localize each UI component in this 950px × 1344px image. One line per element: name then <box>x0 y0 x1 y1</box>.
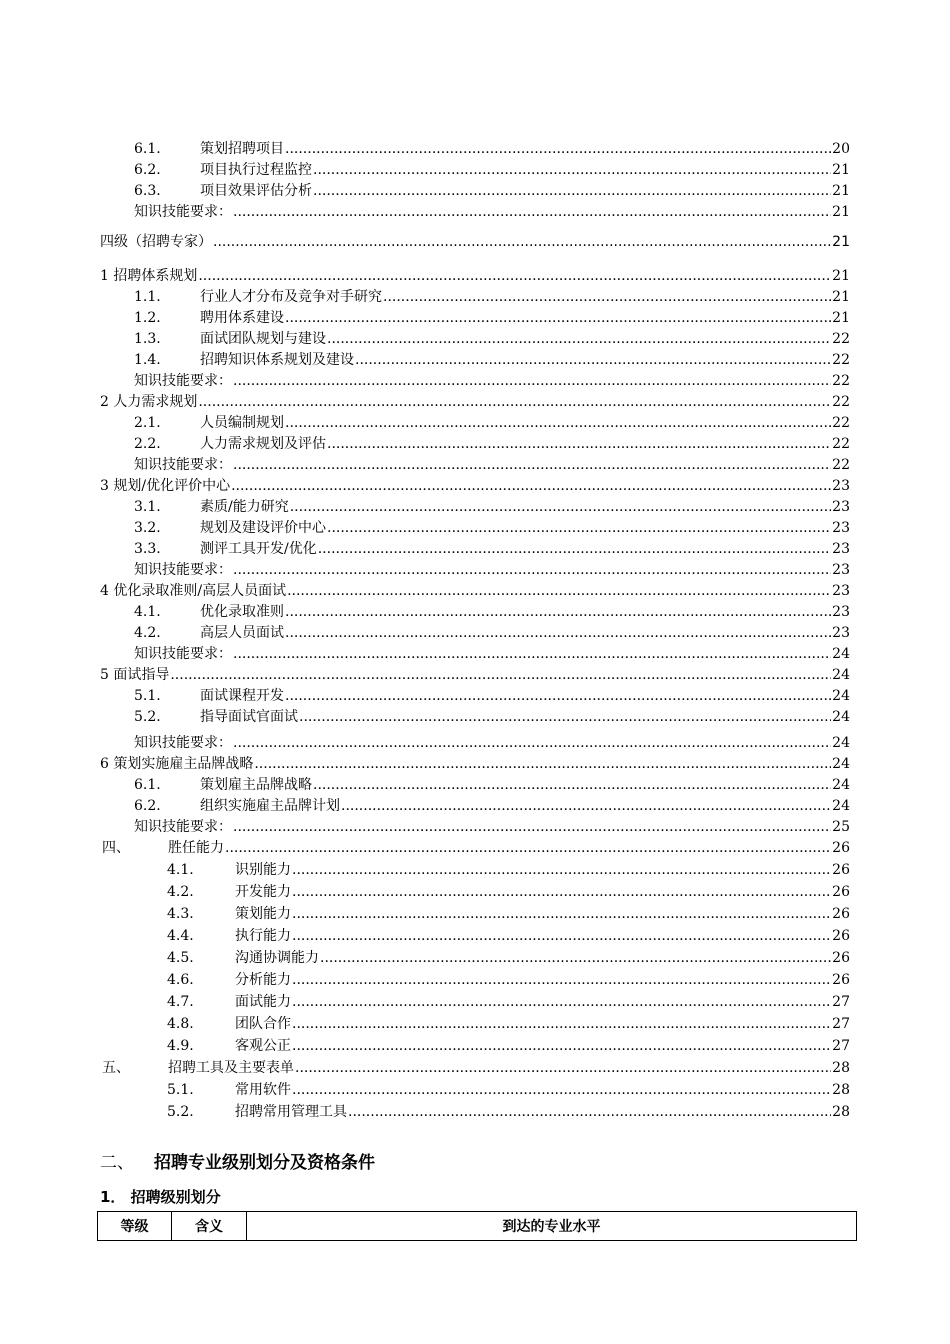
toc-page-number: 26 <box>832 884 850 900</box>
toc-title: 人员编制规划 <box>200 415 284 431</box>
toc-title: 聘用体系建设 <box>200 310 284 326</box>
toc-title: 知识技能要求： <box>134 204 232 220</box>
toc-title: 测评工具开发/优化 <box>200 541 317 557</box>
toc-title: 策划能力 <box>235 906 291 922</box>
toc-page-number: 28 <box>832 1060 850 1076</box>
toc-number: 6.3. <box>134 183 161 199</box>
toc-leader-dots <box>292 1036 831 1057</box>
toc-entry[interactable] <box>100 476 850 497</box>
toc-entry[interactable] <box>100 1036 850 1057</box>
toc-title: 人力需求规划及评估 <box>200 436 326 452</box>
toc-page-number: 27 <box>832 994 850 1010</box>
section-heading <box>100 1148 375 1173</box>
toc-leader-dots <box>348 1102 831 1123</box>
toc-entry[interactable] <box>100 733 850 754</box>
toc-page-number: 24 <box>832 667 850 683</box>
toc-title: 行业人才分布及竞争对手研究 <box>200 289 382 305</box>
toc-leader-dots <box>285 686 831 707</box>
toc-title: 知识技能要求： <box>134 819 232 835</box>
toc-title: 4 优化录取准则/高层人员面试 <box>100 583 287 599</box>
toc-title: 优化录取准则 <box>200 604 284 620</box>
toc-entry[interactable] <box>100 796 850 817</box>
toc-number: 1.4. <box>134 352 161 368</box>
toc-entry[interactable] <box>100 413 850 434</box>
toc-page-number: 27 <box>832 1038 850 1054</box>
toc-leader-dots <box>254 754 831 775</box>
toc-entry[interactable] <box>100 1014 850 1035</box>
table-header-row <box>98 1212 857 1241</box>
table-header-cell: 等级 <box>98 1212 172 1241</box>
toc-entry[interactable] <box>100 882 850 903</box>
toc-title: 面试能力 <box>235 994 291 1010</box>
toc-title: 项目执行过程监控 <box>200 162 312 178</box>
toc-entry[interactable] <box>100 623 850 644</box>
toc-title: 知识技能要求： <box>134 457 232 473</box>
toc-leader-dots <box>318 539 831 560</box>
toc-page-number: 21 <box>832 310 850 326</box>
toc-title: 知识技能要求： <box>134 562 232 578</box>
toc-title: 3 规划/优化评价中心 <box>100 478 231 494</box>
toc-entry[interactable] <box>100 371 850 392</box>
toc-title: 沟通协调能力 <box>235 950 319 966</box>
toc-page-number: 26 <box>832 862 850 878</box>
toc-page-number: 22 <box>832 373 850 389</box>
toc-entry[interactable] <box>100 139 850 160</box>
toc-leader-dots <box>287 581 831 602</box>
toc-entry[interactable] <box>100 904 850 925</box>
toc-leader-dots <box>170 665 831 686</box>
toc-title: 项目效果评估分析 <box>200 183 312 199</box>
toc-number: 4.2. <box>134 625 161 641</box>
toc-title: 面试课程开发 <box>200 688 284 704</box>
toc-number: 4.6. <box>167 972 194 988</box>
toc-entry[interactable] <box>100 926 850 947</box>
toc-page-number: 24 <box>832 646 850 662</box>
toc-number: 2.1. <box>134 415 161 431</box>
toc-entry[interactable] <box>100 817 850 838</box>
toc-title: 四级（招聘专家） <box>100 234 212 250</box>
toc-leader-dots <box>233 371 831 392</box>
toc-page-number: 24 <box>832 798 850 814</box>
toc-title: 客观公正 <box>235 1038 291 1054</box>
toc-page-number: 22 <box>832 352 850 368</box>
toc-leader-dots <box>313 775 831 796</box>
toc-entry[interactable] <box>100 581 850 602</box>
section-number: 二、 <box>100 1153 134 1173</box>
toc-page-number: 22 <box>832 457 850 473</box>
toc-page-number: 26 <box>832 840 850 856</box>
toc-page-number: 22 <box>832 436 850 452</box>
toc-number: 4.3. <box>167 906 194 922</box>
toc-entry[interactable] <box>100 838 850 859</box>
toc-page-number: 21 <box>832 162 850 178</box>
toc-entry-level[interactable] <box>100 232 850 253</box>
toc-leader-dots <box>198 392 831 413</box>
toc-page-number: 22 <box>832 415 850 431</box>
toc-entry[interactable] <box>100 665 850 686</box>
toc-entry[interactable] <box>100 287 850 308</box>
toc-title: 知识技能要求： <box>134 646 232 662</box>
toc-page-number: 22 <box>832 394 850 410</box>
toc-page-number: 27 <box>832 1016 850 1032</box>
toc-entry[interactable] <box>100 992 850 1013</box>
toc-page-number: 24 <box>832 756 850 772</box>
toc-number: 4.9. <box>167 1038 194 1054</box>
toc-number: 6.1. <box>134 777 161 793</box>
toc-entry[interactable] <box>100 160 850 181</box>
toc-entry[interactable] <box>100 392 850 413</box>
toc-leader-dots <box>341 796 831 817</box>
toc-title: 执行能力 <box>235 928 291 944</box>
toc-number: 1.1. <box>134 289 161 305</box>
toc-number: 6.1. <box>134 141 161 157</box>
toc-number: 4.4. <box>167 928 194 944</box>
toc-leader-dots <box>233 733 831 754</box>
toc-entry[interactable] <box>100 560 850 581</box>
toc-number: 6.2. <box>134 798 161 814</box>
toc-leader-dots <box>233 560 831 581</box>
toc-entry[interactable] <box>100 308 850 329</box>
toc-entry[interactable] <box>100 686 850 707</box>
toc-title: 分析能力 <box>235 972 291 988</box>
toc-page-number: 23 <box>832 562 850 578</box>
toc-leader-dots <box>285 413 831 434</box>
toc-page-number: 21 <box>832 268 850 284</box>
toc-page-number: 23 <box>832 520 850 536</box>
toc-title: 6 策划实施雇主品牌战略 <box>100 756 254 772</box>
toc-page-number: 26 <box>832 950 850 966</box>
toc-title: 组织实施雇主品牌计划 <box>200 798 340 814</box>
section-title: 招聘专业级别划分及资格条件 <box>154 1153 375 1173</box>
toc-leader-dots <box>327 329 831 350</box>
toc-title: 识别能力 <box>235 862 291 878</box>
toc-leader-dots <box>292 992 831 1013</box>
grade-table <box>97 1211 857 1241</box>
toc-leader-dots <box>327 434 831 455</box>
toc-leader-dots <box>292 882 831 903</box>
toc-title: 素质/能力研究 <box>200 499 289 515</box>
toc-leader-dots <box>327 518 831 539</box>
toc-title: 团队合作 <box>235 1016 291 1032</box>
toc-leader-dots <box>299 707 831 728</box>
toc-page-number: 28 <box>832 1104 850 1120</box>
toc-leader-dots <box>233 202 831 223</box>
toc-leader-dots <box>285 623 831 644</box>
toc-entry[interactable] <box>100 434 850 455</box>
toc-entry[interactable] <box>100 518 850 539</box>
toc-leader-dots <box>292 926 831 947</box>
toc-title: 常用软件 <box>235 1082 291 1098</box>
toc-leader-dots <box>383 287 831 308</box>
toc-title: 1 招聘体系规划 <box>100 268 198 284</box>
toc-leader-dots <box>213 232 831 253</box>
toc-number: 1.2. <box>134 310 161 326</box>
toc-leader-dots <box>355 350 831 371</box>
toc-entry[interactable] <box>100 1080 850 1101</box>
toc-leader-dots <box>292 904 831 925</box>
toc-leader-dots <box>320 948 831 969</box>
toc-number: 4.1. <box>134 604 161 620</box>
toc-entry[interactable] <box>100 350 850 371</box>
toc-entry[interactable] <box>100 266 850 287</box>
toc-number: 5.1. <box>134 688 161 704</box>
toc-title: 策划招聘项目 <box>200 141 284 157</box>
toc-leader-dots <box>292 1014 831 1035</box>
toc-entry[interactable] <box>100 202 850 223</box>
toc-title: 知识技能要求： <box>134 373 232 389</box>
toc-page-number: 23 <box>832 604 850 620</box>
toc-page-number: 23 <box>832 478 850 494</box>
toc-leader-dots <box>285 139 831 160</box>
toc-title: 面试团队规划与建设 <box>200 331 326 347</box>
toc-number: 4.7. <box>167 994 194 1010</box>
toc-leader-dots <box>292 860 831 881</box>
toc-leader-dots <box>233 644 831 665</box>
toc-leader-dots <box>292 1080 831 1101</box>
toc-entry[interactable] <box>100 497 850 518</box>
toc-number: 5.2. <box>167 1104 194 1120</box>
toc-leader-dots <box>285 602 831 623</box>
toc-number: 6.2. <box>134 162 161 178</box>
toc-page-number: 23 <box>832 625 850 641</box>
toc-title: 招聘工具及主要表单 <box>168 1060 294 1076</box>
toc-page-number: 28 <box>832 1082 850 1098</box>
table-header-cell: 含义 <box>172 1212 247 1241</box>
toc-page-number: 25 <box>832 819 850 835</box>
toc-title: 规划及建设评价中心 <box>200 520 326 536</box>
toc-leader-dots <box>295 1058 831 1079</box>
toc-entry[interactable] <box>100 644 850 665</box>
toc-page-number: 26 <box>832 928 850 944</box>
toc-entry[interactable] <box>100 1102 850 1123</box>
toc-number: 4.8. <box>167 1016 194 1032</box>
toc-page-number: 24 <box>832 688 850 704</box>
toc-title: 5 面试指导 <box>100 667 170 683</box>
toc-title: 2 人力需求规划 <box>100 394 198 410</box>
toc-page-number: 21 <box>832 234 850 250</box>
toc-leader-dots <box>198 266 831 287</box>
toc-number: 3.1. <box>134 499 161 515</box>
toc-page-number: 21 <box>832 289 850 305</box>
table-header-cell: 到达的专业水平 <box>247 1212 857 1241</box>
toc-number: 5.1. <box>167 1082 194 1098</box>
toc-number: 2.2. <box>134 436 161 452</box>
toc-entry[interactable] <box>100 329 850 350</box>
toc-title: 指导面试官面试 <box>200 709 298 725</box>
toc-number: 5.2. <box>134 709 161 725</box>
toc-entry[interactable] <box>100 181 850 202</box>
toc-leader-dots <box>233 817 831 838</box>
toc-page-number: 23 <box>832 541 850 557</box>
toc-entry[interactable] <box>100 970 850 991</box>
toc-page-number: 21 <box>832 183 850 199</box>
toc-title: 招聘知识体系规划及建设 <box>200 352 354 368</box>
toc-leader-dots <box>233 455 831 476</box>
toc-page-number: 23 <box>832 583 850 599</box>
toc-entry[interactable] <box>100 754 850 775</box>
toc-leader-dots <box>313 181 831 202</box>
toc-leader-dots <box>290 497 831 518</box>
toc-number: 四、 <box>102 840 130 856</box>
toc-title: 知识技能要求： <box>134 735 232 751</box>
toc-entry[interactable] <box>100 455 850 476</box>
toc-page-number: 20 <box>832 141 850 157</box>
toc-leader-dots <box>292 970 831 991</box>
toc-number: 五、 <box>102 1060 130 1076</box>
toc-title: 胜任能力 <box>168 840 224 856</box>
toc-page-number: 21 <box>832 204 850 220</box>
toc-page-number: 26 <box>832 906 850 922</box>
toc-entry[interactable] <box>100 539 850 560</box>
toc-number: 4.1. <box>167 862 194 878</box>
toc-title: 高层人员面试 <box>200 625 284 641</box>
toc-leader-dots <box>313 160 831 181</box>
toc-title: 招聘常用管理工具 <box>235 1104 347 1120</box>
toc-entry[interactable] <box>100 602 850 623</box>
toc-number: 4.5. <box>167 950 194 966</box>
toc-number: 3.2. <box>134 520 161 536</box>
toc-entry[interactable] <box>100 1058 850 1079</box>
toc-page-number: 26 <box>832 972 850 988</box>
toc-entry[interactable] <box>100 775 850 796</box>
toc-entry[interactable] <box>100 707 850 728</box>
subsection-heading: 1． 招聘级别划分 <box>100 1188 221 1206</box>
toc-leader-dots <box>285 308 831 329</box>
toc-page-number: 24 <box>832 777 850 793</box>
toc-title: 开发能力 <box>235 884 291 900</box>
toc-page-number: 24 <box>832 735 850 751</box>
toc-page-number: 23 <box>832 499 850 515</box>
toc-number: 3.3. <box>134 541 161 557</box>
toc-leader-dots <box>231 476 831 497</box>
toc-title: 策划雇主品牌战略 <box>200 777 312 793</box>
toc-page-number: 24 <box>832 709 850 725</box>
toc-entry[interactable] <box>100 948 850 969</box>
toc-leader-dots <box>225 838 831 859</box>
toc-number: 4.2. <box>167 884 194 900</box>
toc-entry[interactable] <box>100 860 850 881</box>
toc-page-number: 22 <box>832 331 850 347</box>
toc-number: 1.3. <box>134 331 161 347</box>
